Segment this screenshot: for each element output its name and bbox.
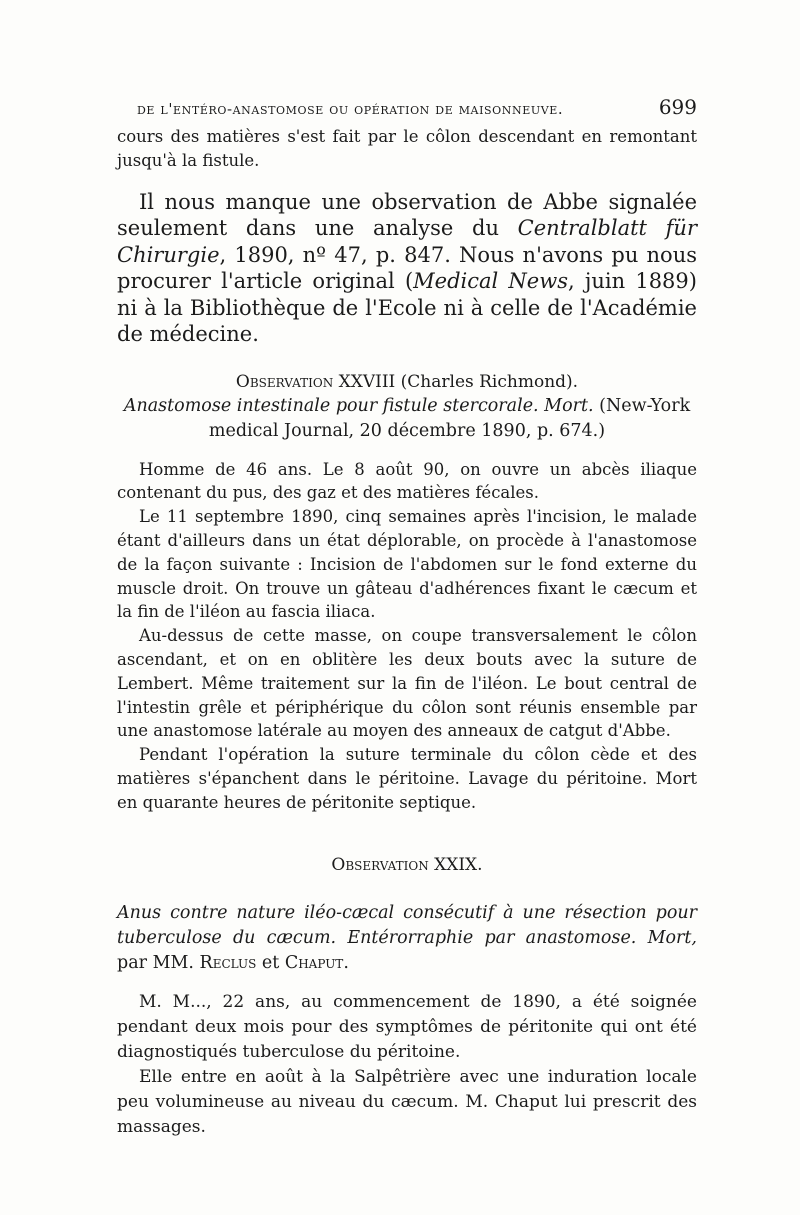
observation-28-body	[117, 458, 697, 815]
obs28-paragraph: Le 11 septembre 1890, cinq semaines après l'incision, le malade étant d'ailleurs dans un état déplorable, on procède à l'anastomose de la façon suivante : Incision de l'abdomen sur le fond externe du muscle droit. On trouve un gâteau d'adhérences fixant le cæcum et la fin de l'iléon au fascia iliaca.	[117, 507, 697, 622]
observation-28-heading: Observation XXVIII (Charles Richmond).	[235, 371, 579, 392]
obs29-paragraph: Elle entre en août à la Salpêtrière avec une induration locale peu volumineuse au niveau du cæcum. M. Chaput lui prescrit des massages.	[117, 1066, 697, 1137]
running-title: de l'entéro-anastomose ou opération de maisonneuve.	[137, 100, 564, 118]
obs28-paragraph: Homme de 46 ans. Le 8 août 90, on ouvre un abcès iliaque contenant du pus, des gaz et des matières fécales.	[117, 459, 697, 503]
page-number: 699	[658, 95, 697, 119]
observation-28-subtitle: Anastomose intestinale pour fistule stercorale. Mort. (New-York medical Journal, 20 décembre 1890, p. 674.)	[123, 395, 691, 441]
running-header	[117, 95, 697, 119]
book-page	[117, 95, 697, 1140]
source-title: Medical News	[413, 269, 568, 294]
author-chaput: Chaput	[284, 952, 344, 973]
journal-title: Centralblatt für Chirurgie	[117, 216, 697, 267]
author-reclus: Reclus	[199, 952, 257, 973]
abbe-paragraph: Il nous manque une observation de Abbe signalée seulement dans une analyse du Centralblatt für Chirurgie, 1890, nº 47, p. 847. Nous n'avons pu nous procurer l'article original (Medical News, juin 1889) ni à la Bibliothèque de l'Ecole ni à celle de l'Académie de médecine.	[117, 189, 697, 347]
continued-paragraph: cours des matières s'est fait par le côlon descendant en remontant jusqu'à la fistule.	[117, 127, 697, 170]
observation-29-body	[117, 990, 697, 1140]
observation-29-heading: Observation XXIX.	[331, 854, 483, 875]
observation-29-caption: Anus contre nature iléo-cæcal consécutif à une résection pour tuberculose du cæcum. Entérorraphie par anastomose. Mort, par MM. Reclus et Chaput.	[117, 902, 697, 973]
obs28-paragraph: Au-dessus de cette masse, on coupe transversalement le côlon ascendant, et on en oblitère les deux bouts avec la suture de Lembert. Même traitement sur la fin de l'iléon. Le bout central de l'intestin grêle et périphérique du côlon sont réunis ensemble par une anastomose latérale au moyen des anneaux de catgut d'Abbe.	[117, 626, 697, 741]
obs28-paragraph: Pendant l'opération la suture terminale du côlon cède et des matières s'épanchent dans le péritoine. Lavage du péritoine. Mort en quarante heures de péritonite septique.	[117, 745, 697, 812]
obs29-paragraph: M. M..., 22 ans, au commencement de 1890, a été soignée pendant deux mois pour des symptômes de péritonite qui ont été diagnostiqués tuberculose du péritoine.	[117, 991, 697, 1062]
